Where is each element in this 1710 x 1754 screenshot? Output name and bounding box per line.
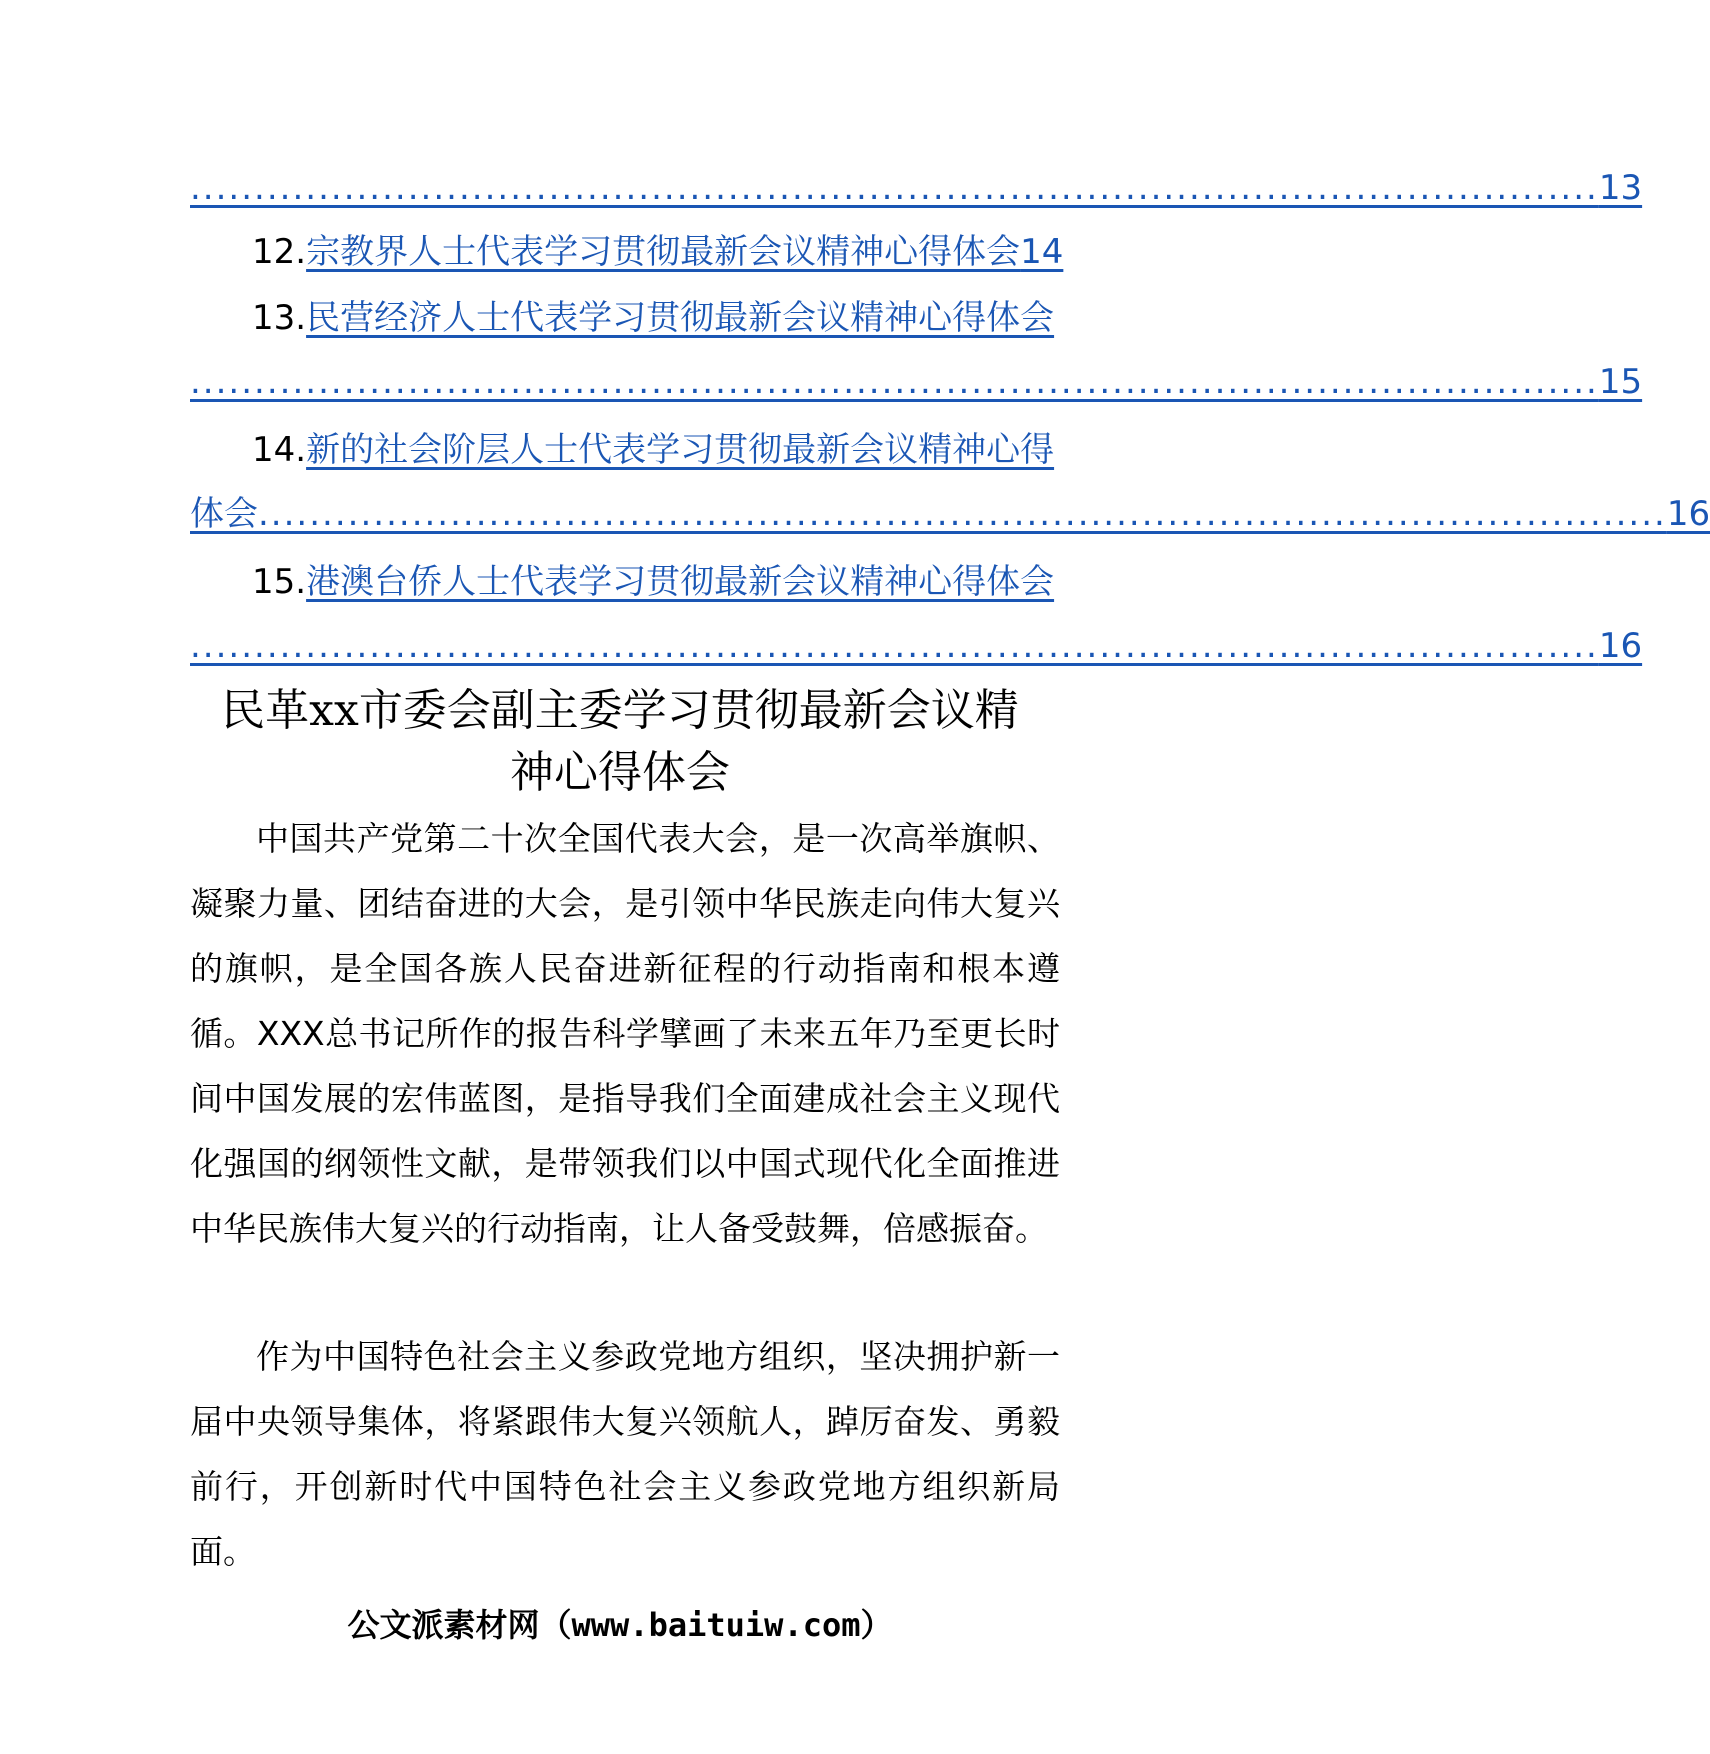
toc-page-number: 16 xyxy=(1666,494,1710,534)
footer-source: 公文派素材网（www.baituiw.com） xyxy=(347,1606,893,1644)
toc-page-number: 15 xyxy=(1598,362,1643,402)
body-paragraph-1: 中国共产党第二十次全国代表大会，是一次高举旗帜、凝聚力量、团结奋进的大会，是引领中华民族走向伟大复兴的旗帜，是全国各族人民奋进新征程的行动指南和根本遵循。XXX总书记所作的报告科学擘画了未来五年乃至更长时间中国发展的宏伟蓝图，是指导我们全面建成社会主义现代化强国的纲领性文献，是带领我们以中国式现代化全面推进中华民族伟大复兴的行动指南，让人备受鼓舞，倍感振奋。 xyxy=(190,819,1060,1248)
toc-leader-dots: .............................................................................................................. xyxy=(190,362,1599,402)
toc-entry-number: 12. xyxy=(252,232,307,272)
article-title-line1: 民革xx市委会副主委学习贯彻最新会议精 xyxy=(221,685,1019,736)
article-title xyxy=(160,680,1080,804)
toc-entry-14[interactable] xyxy=(190,418,1122,482)
toc-entry-13[interactable] xyxy=(190,286,1122,350)
toc-entry-title[interactable]: 新的社会阶层人士代表学习贯彻最新会议精神心得 xyxy=(306,430,1055,470)
toc-entry-14-dots[interactable] xyxy=(190,482,1710,546)
toc-page-number: 13 xyxy=(1598,168,1643,208)
toc-leader-dots: .............................................................................................................. xyxy=(190,168,1599,208)
article-title-line2: 神心得体会 xyxy=(510,747,730,798)
toc-entry-number: 15. xyxy=(252,562,307,602)
toc-entry-title[interactable]: 港澳台侨人士代表学习贯彻最新会议精神心得体会 xyxy=(306,562,1055,602)
toc-page-number: 16 xyxy=(1598,626,1643,666)
toc-entry-13-dots[interactable] xyxy=(190,350,1643,414)
toc-entry-11-dots[interactable] xyxy=(190,156,1643,220)
body-paragraph-2: 作为中国特色社会主义参政党地方组织，坚决拥护新一届中央领导集体，将紧跟伟大复兴领航人，踔厉奋发、勇毅前行，开创新时代中国特色社会主义参政党地方组织新局面。 xyxy=(190,1337,1060,1571)
toc-leader-dots: .............................................................................................................. xyxy=(258,494,1667,534)
toc-entry-12[interactable] xyxy=(190,220,1122,284)
footer-url[interactable]: www.baituiw.com xyxy=(571,1606,861,1644)
toc-entry-15[interactable] xyxy=(190,550,1122,614)
toc-entry-number: 14. xyxy=(252,430,307,470)
toc-entry-title[interactable]: 民营经济人士代表学习贯彻最新会议精神心得体会 xyxy=(306,298,1055,338)
toc-entry-15-dots[interactable] xyxy=(190,614,1643,678)
toc-leader-dots: .............................................................................................................. xyxy=(190,626,1599,666)
toc-entry-title[interactable]: 宗教界人士代表学习贯彻最新会议精神心得体会 xyxy=(306,232,1021,272)
toc-entry-number: 13. xyxy=(252,298,307,338)
footer-site-name: 公文派素材网 xyxy=(347,1606,540,1644)
toc-page-number: 14 xyxy=(1020,232,1064,272)
toc-entry-title-cont[interactable]: 体会 xyxy=(190,494,258,534)
